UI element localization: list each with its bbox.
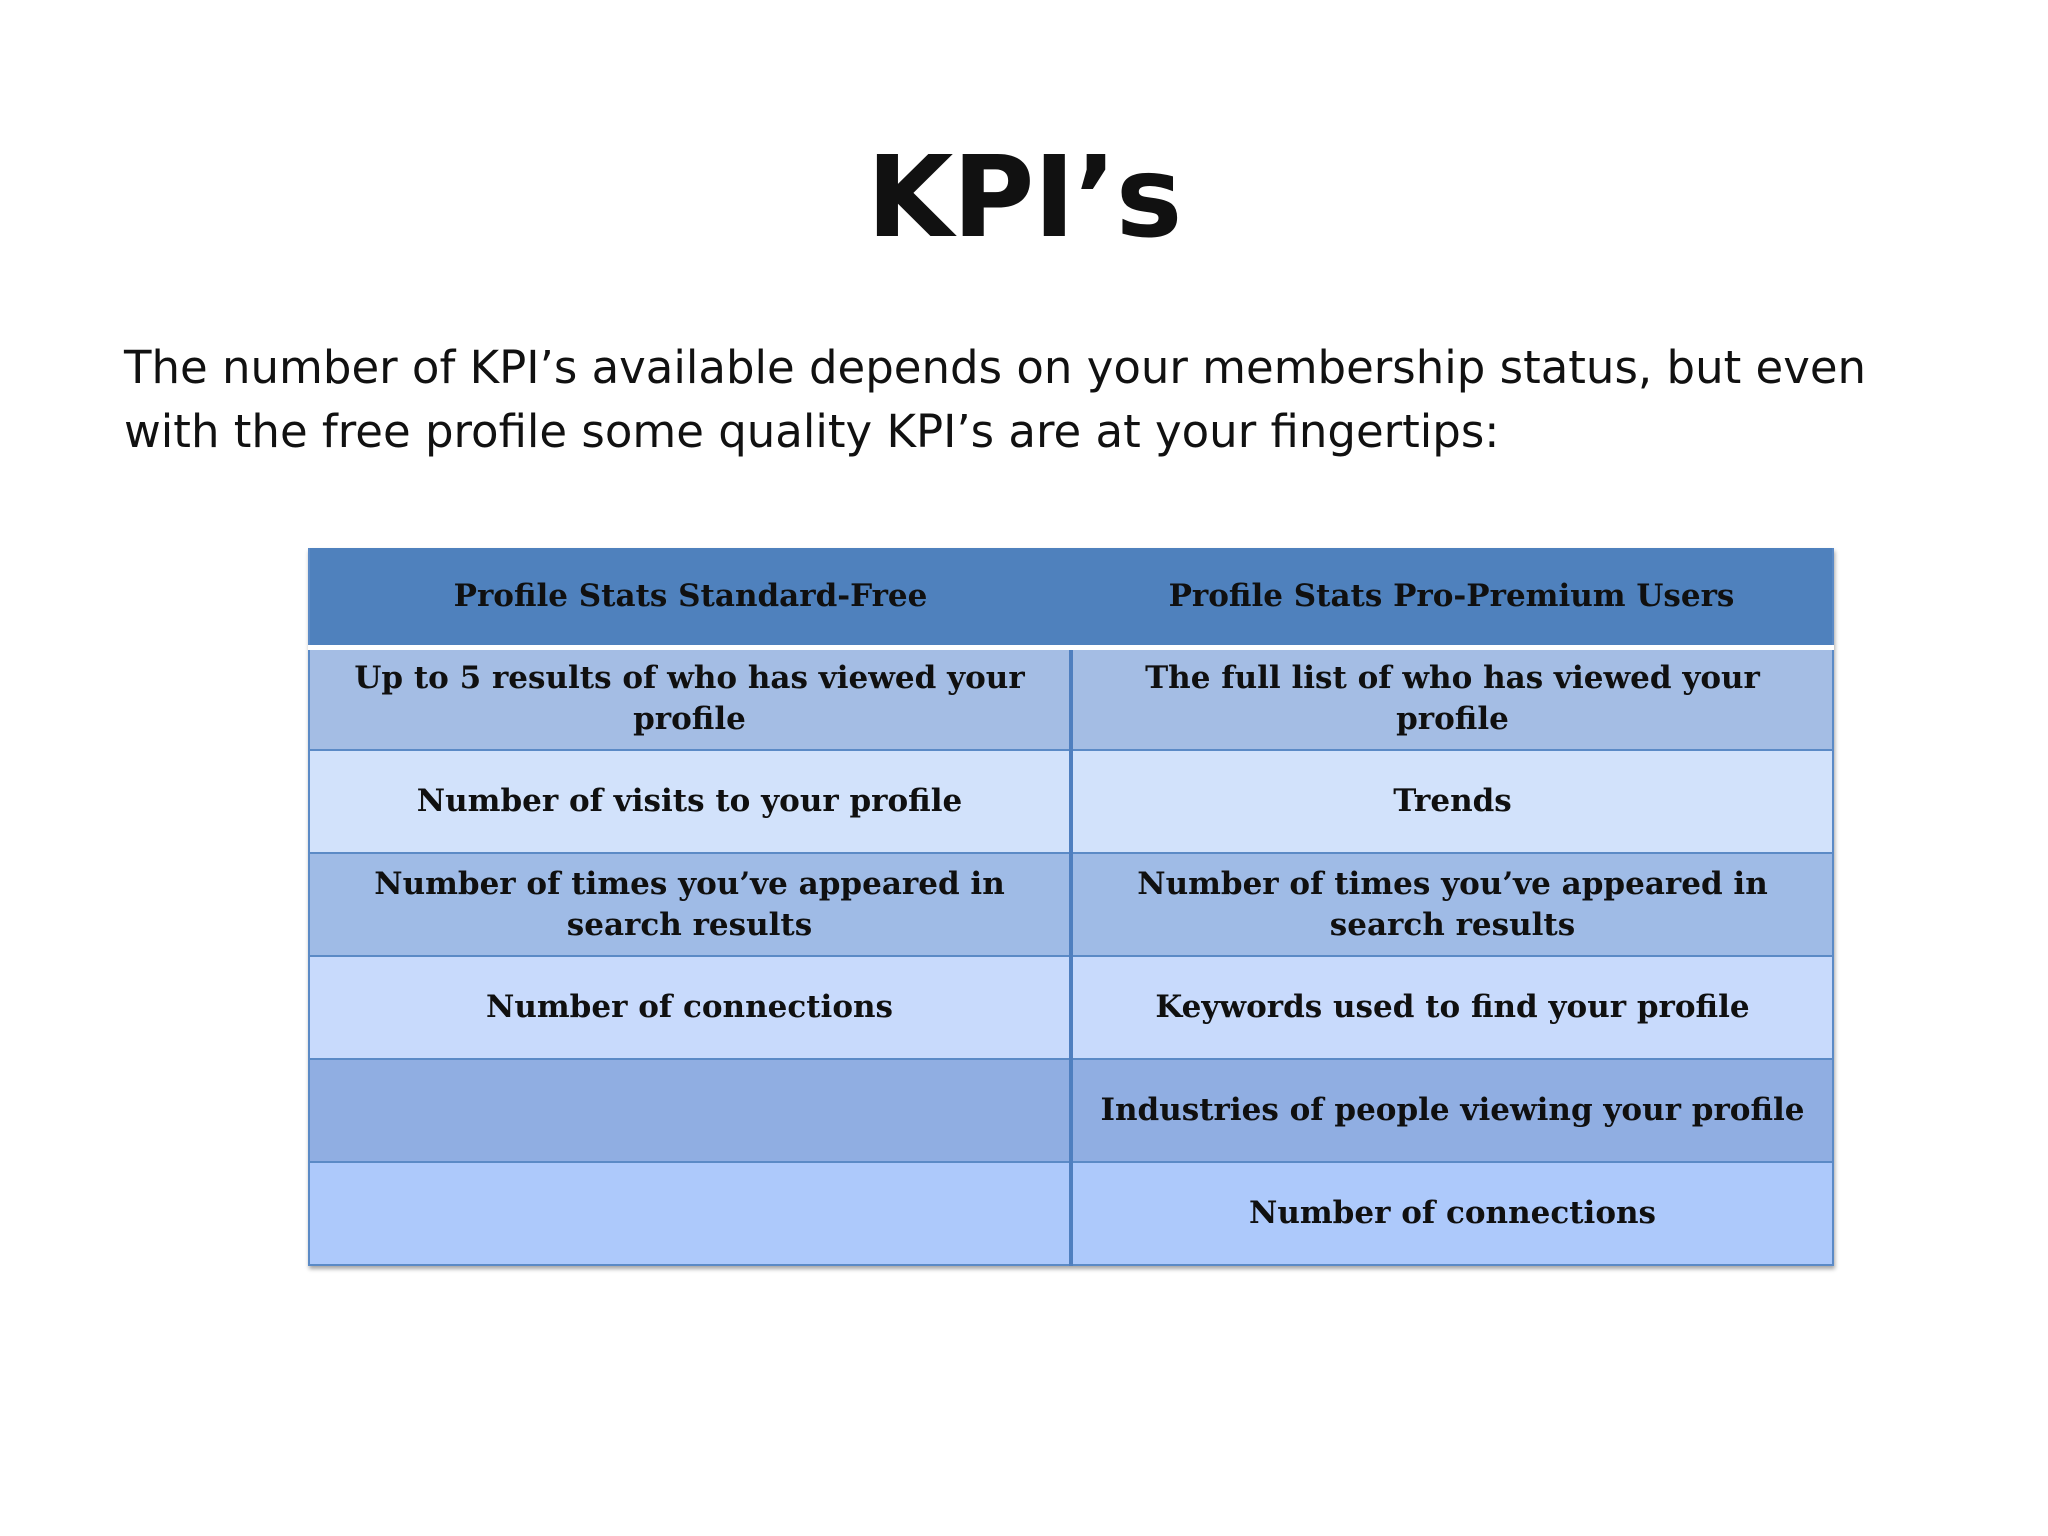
table-row (309, 956, 1833, 1059)
table-cell-premium: Number of connections (1071, 1162, 1833, 1265)
header-pro-premium: Profile Stats Pro-Premium Users (1071, 548, 1833, 647)
table-cell-premium: Number of times you’ve appeared in search results (1071, 853, 1833, 956)
table-header-row (309, 548, 1833, 647)
table-cell-free-empty (309, 1162, 1071, 1265)
intro-paragraph: The number of KPI’s available depends on your membership status, but even with the free profile some quality KPI’s are at your fingertips: (124, 341, 1867, 458)
table-cell-free: Up to 5 results of who has viewed your profile (309, 647, 1071, 750)
table-row (309, 647, 1833, 750)
table-row (309, 1059, 1833, 1162)
table-cell-free-empty (309, 1059, 1071, 1162)
table-row (309, 853, 1833, 956)
table-cell-free: Number of connections (309, 956, 1071, 1059)
table-row (309, 1162, 1833, 1265)
table-row (309, 750, 1833, 853)
header-standard-free: Profile Stats Standard-Free (309, 548, 1071, 647)
table-cell-premium: Trends (1071, 750, 1833, 853)
table-cell-premium: The full list of who has viewed your profile (1071, 647, 1833, 750)
kpi-table (308, 548, 1834, 1266)
table-cell-free: Number of times you’ve appeared in search results (309, 853, 1071, 956)
table-cell-premium: Keywords used to find your profile (1071, 956, 1833, 1059)
table-cell-free: Number of visits to your profile (309, 750, 1071, 853)
slide-title: KPI’s (866, 133, 1182, 263)
table-cell-premium: Industries of people viewing your profile (1071, 1059, 1833, 1162)
kpi-comparison-table (308, 548, 1834, 1266)
